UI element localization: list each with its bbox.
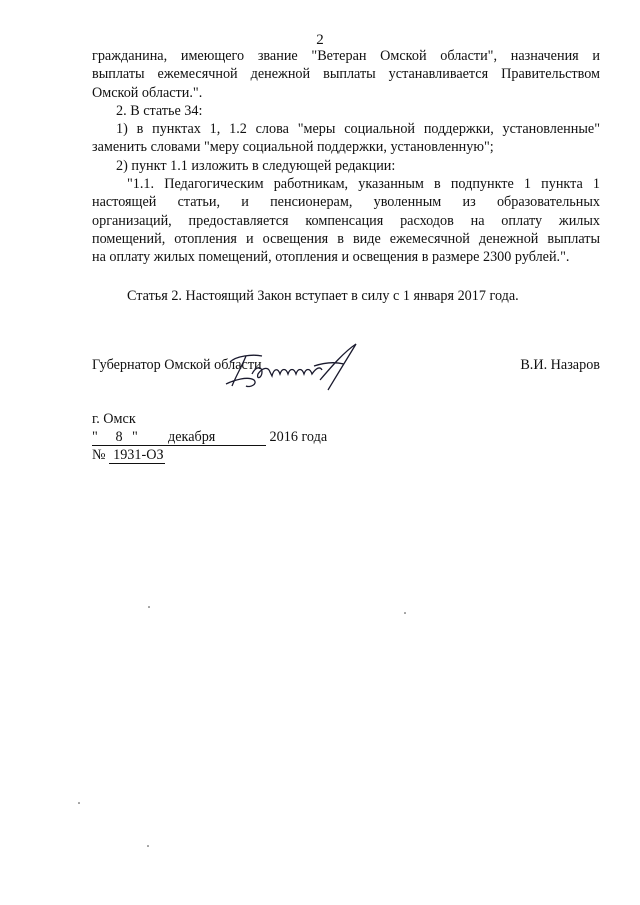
text-line: 1) в пунктах 1, 1.2 слова "меры социальной поддержки, установленные" — [116, 121, 600, 138]
quote-open: " — [92, 430, 106, 446]
paragraph-ending — [92, 47, 600, 267]
text-line: Омской области.". — [92, 84, 203, 101]
date-year: 2016 года — [269, 429, 328, 445]
document-meta — [92, 410, 327, 464]
page-number: 2 — [316, 32, 324, 48]
handwritten-signature — [222, 340, 362, 392]
text-line: 2) пункт 1.1 изложить в следующей редакции: — [116, 157, 396, 174]
text-line: настоящей статьи, и пенсионерам, уволенным из образовательных — [92, 194, 600, 211]
city: г. Омск — [92, 411, 136, 427]
text-line: "1.1. Педагогическим работникам, указанным в подпункте 1 пункта 1 — [127, 176, 600, 193]
number-line — [92, 446, 327, 464]
text-line: помещений, отопления и освещения в виде ежемесячной денежной выплаты — [92, 230, 600, 247]
text-line: выплаты ежемесячной денежной выплаты устанавливается Правительством — [92, 66, 600, 83]
text-line: на оплату жилых помещений, отопления и освещения в размере 2300 рублей.". — [92, 249, 570, 266]
signer-name: В.И. Назаров — [520, 357, 600, 373]
article-34-heading: 2. В статье 34: — [116, 102, 203, 119]
scan-speck — [148, 606, 150, 608]
date-line — [92, 428, 327, 446]
date-day: 8 — [106, 430, 132, 446]
text-line: заменить словами "меру социальной поддержки, установленную"; — [92, 139, 494, 156]
number-prefix: № — [92, 447, 106, 463]
article-2-text: Статья 2. Настоящий Закон вступает в силу с 1 января 2017 года. — [127, 288, 519, 304]
scan-speck — [404, 612, 406, 614]
text-line: гражданина, имеющего звание "Ветеран Омской области", назначения и — [92, 48, 600, 64]
signer-position: Губернатор Омской области — [92, 357, 262, 373]
scan-speck — [147, 845, 149, 847]
scan-speck — [78, 802, 80, 804]
law-number: 1931-ОЗ — [109, 448, 165, 464]
text-line: организаций, предоставляется компенсация расходов на оплату жилых — [92, 212, 600, 229]
quote-close: " — [132, 430, 150, 446]
article-2 — [92, 287, 600, 305]
date-month: декабря — [150, 430, 266, 446]
